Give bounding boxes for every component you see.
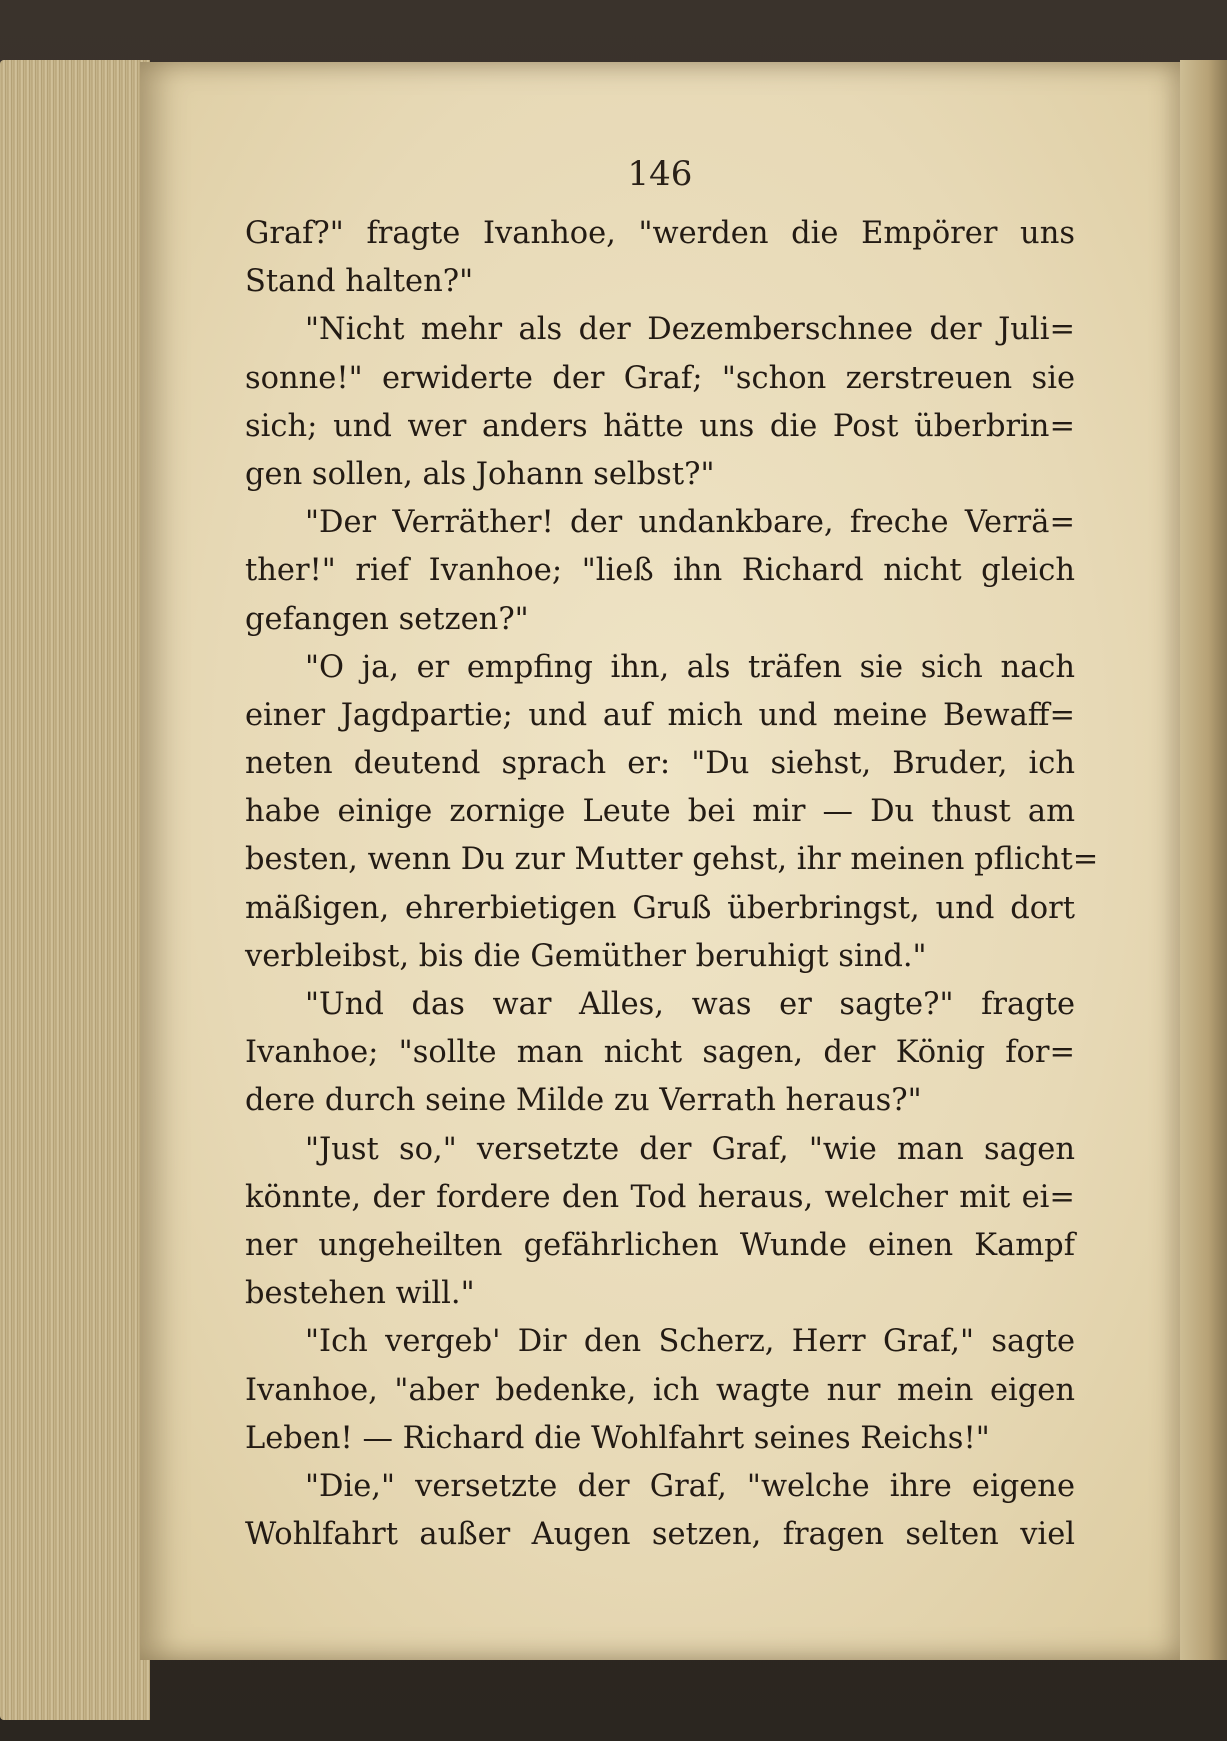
text-line: "Ich vergeb' Dir den Scherz, Herr Graf," sagte — [305, 1324, 1075, 1360]
text-line: einer Jagdpartie; und auf mich und meine Bewaff= — [245, 697, 1075, 733]
text-line: "Und das war Alles, was er sagte?" fragte — [305, 987, 1075, 1022]
text-line: "Nicht mehr als der Dezemberschnee der Juli= — [305, 312, 1075, 348]
text-line: neten deutend sprach er: "Du siehst, Bruder, ich — [245, 746, 1075, 782]
text-line: Stand halten?" — [245, 264, 474, 300]
text-line: besten, wenn Du zur Mutter gehst, ihr meinen pflicht= — [245, 842, 1099, 878]
page-edges — [0, 60, 150, 1720]
text-line: "O ja, er empfing ihn, als träfen sie sich nach — [305, 649, 1075, 685]
text-line: gen sollen, als Johann selbst?" — [245, 456, 715, 492]
facing-page-edge — [1180, 60, 1227, 1660]
text-line: Ivanhoe; "sollte man nicht sagen, der König for= — [245, 1035, 1075, 1071]
text-line: Leben! — Richard die Wohlfahrt seines Reichs!" — [245, 1420, 990, 1456]
text-line: "Just so," versetzte der Graf, "wie man sagen — [305, 1131, 1075, 1167]
text-line: Wohlfahrt außer Augen setzen, fragen selten viel — [245, 1517, 1075, 1553]
text-line: könnte, der fordere den Tod heraus, welcher mit ei= — [245, 1179, 1075, 1215]
text-line: sonne!" erwiderte der Graf; "schon zerstreuen sie — [245, 360, 1075, 396]
text-line: Ivanhoe, "aber bedenke, ich wagte nur mein eigen — [245, 1372, 1075, 1408]
text-line: mäßigen, ehrerbietigen Gruß überbringst, und dort — [245, 890, 1075, 926]
text-line: ner ungeheilten gefährlichen Wunde einen Kampf — [245, 1227, 1075, 1263]
text-line: bestehen will." — [245, 1276, 475, 1312]
text-line: verbleibst, bis die Gemüther beruhigt sind." — [245, 938, 927, 974]
text-line: habe einige zornige Leute bei mir — Du thust am — [245, 794, 1075, 830]
page-number: 146 — [627, 154, 693, 194]
text-line: "Die," versetzte der Graf, "welche ihre eigene — [305, 1468, 1075, 1504]
text-line: Graf?" fragte Ivanhoe, "werden die Empörer uns — [245, 216, 1075, 251]
body-text — [245, 210, 1099, 1559]
book-page — [140, 62, 1180, 1660]
text-line: sich; und wer anders hätte uns die Post überbrin= — [245, 408, 1075, 444]
text-line: ther!" rief Ivanhoe; "ließ ihn Richard nicht gleich — [245, 553, 1075, 589]
text-line: "Der Verräther! der undankbare, freche Verrä= — [305, 505, 1075, 541]
text-line: dere durch seine Milde zu Verrath heraus?" — [245, 1083, 922, 1119]
text-line: gefangen setzen?" — [245, 601, 529, 637]
